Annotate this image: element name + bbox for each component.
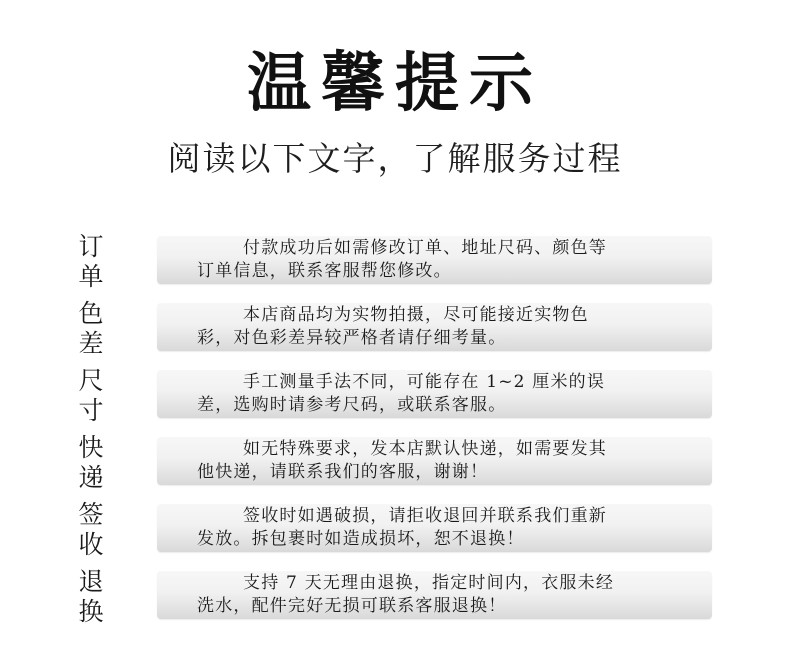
notice-text-line: 差，选购时请参考尺码，或联系客服。 [197, 395, 507, 415]
notice-text [197, 572, 687, 618]
notice-item-size [0, 364, 790, 431]
notice-item-return [0, 565, 790, 632]
notice-text-line: 支持 7 天无理由退换，指定时间内，衣服未经 [243, 573, 615, 593]
notice-label-char: 色 [78, 299, 104, 328]
notice-label-char: 签 [78, 500, 104, 529]
notice-item-receipt [0, 498, 790, 565]
notice-label-char: 收 [78, 530, 104, 559]
notice-text-line: 本店商品均为实物拍摄，尽可能接近实物色 [243, 305, 589, 325]
notice-item-color-difference [0, 297, 790, 364]
notice-label-char: 换 [78, 597, 104, 626]
notice-label-char: 单 [78, 262, 104, 291]
notice-label-char: 寸 [78, 396, 104, 425]
notice-box [157, 303, 712, 351]
notice-text [197, 304, 687, 350]
notice-label-char: 尺 [78, 366, 104, 395]
notice-item-order [0, 230, 790, 297]
page-title: 温馨提示 [247, 46, 543, 121]
notice-text [197, 505, 687, 551]
notice-label-char: 订 [78, 232, 104, 261]
notice-text-line: 发放。拆包裹时如造成损坏，恕不退换！ [197, 529, 525, 549]
notice-box [157, 370, 712, 418]
notice-label-char: 快 [78, 433, 104, 462]
notice-label-char: 递 [78, 463, 104, 492]
notice-text-line: 付款成功后如需修改订单、地址尺码、颜色等 [243, 238, 607, 258]
notice-text [197, 371, 687, 417]
notice-label [73, 299, 109, 359]
notice-text-line: 签收时如遇破损，请拒收退回并联系我们重新 [243, 506, 607, 526]
notice-text-line: 彩，对色彩差异较严格者请仔细考量。 [197, 328, 507, 348]
notice-box [157, 571, 712, 619]
notice-label [73, 366, 109, 426]
notice-box [157, 437, 712, 485]
notice-list [0, 230, 790, 632]
notice-label [73, 232, 109, 292]
notice-label [73, 567, 109, 627]
notice-box [157, 236, 712, 284]
notice-box [157, 504, 712, 552]
notice-label-char: 差 [78, 329, 104, 358]
notice-text-line: 手工测量手法不同，可能存在 1~2 厘米的误 [243, 372, 606, 392]
notice-text [197, 237, 687, 283]
notice-label [73, 433, 109, 493]
notice-text-line: 订单信息，联系客服帮您修改。 [197, 261, 452, 281]
notice-text [197, 438, 687, 484]
notice-label-char: 退 [78, 567, 104, 596]
notice-text-line: 他快递，请联系我们的客服，谢谢！ [197, 462, 489, 482]
notice-label [73, 500, 109, 560]
notice-item-delivery [0, 431, 790, 498]
notice-text-line: 如无特殊要求，发本店默认快递，如需要发其 [243, 439, 607, 459]
notice-text-line: 洗水，配件完好无损可联系客服退换！ [197, 596, 507, 616]
page-subtitle: 阅读以下文字，了解服务过程 [167, 139, 623, 178]
